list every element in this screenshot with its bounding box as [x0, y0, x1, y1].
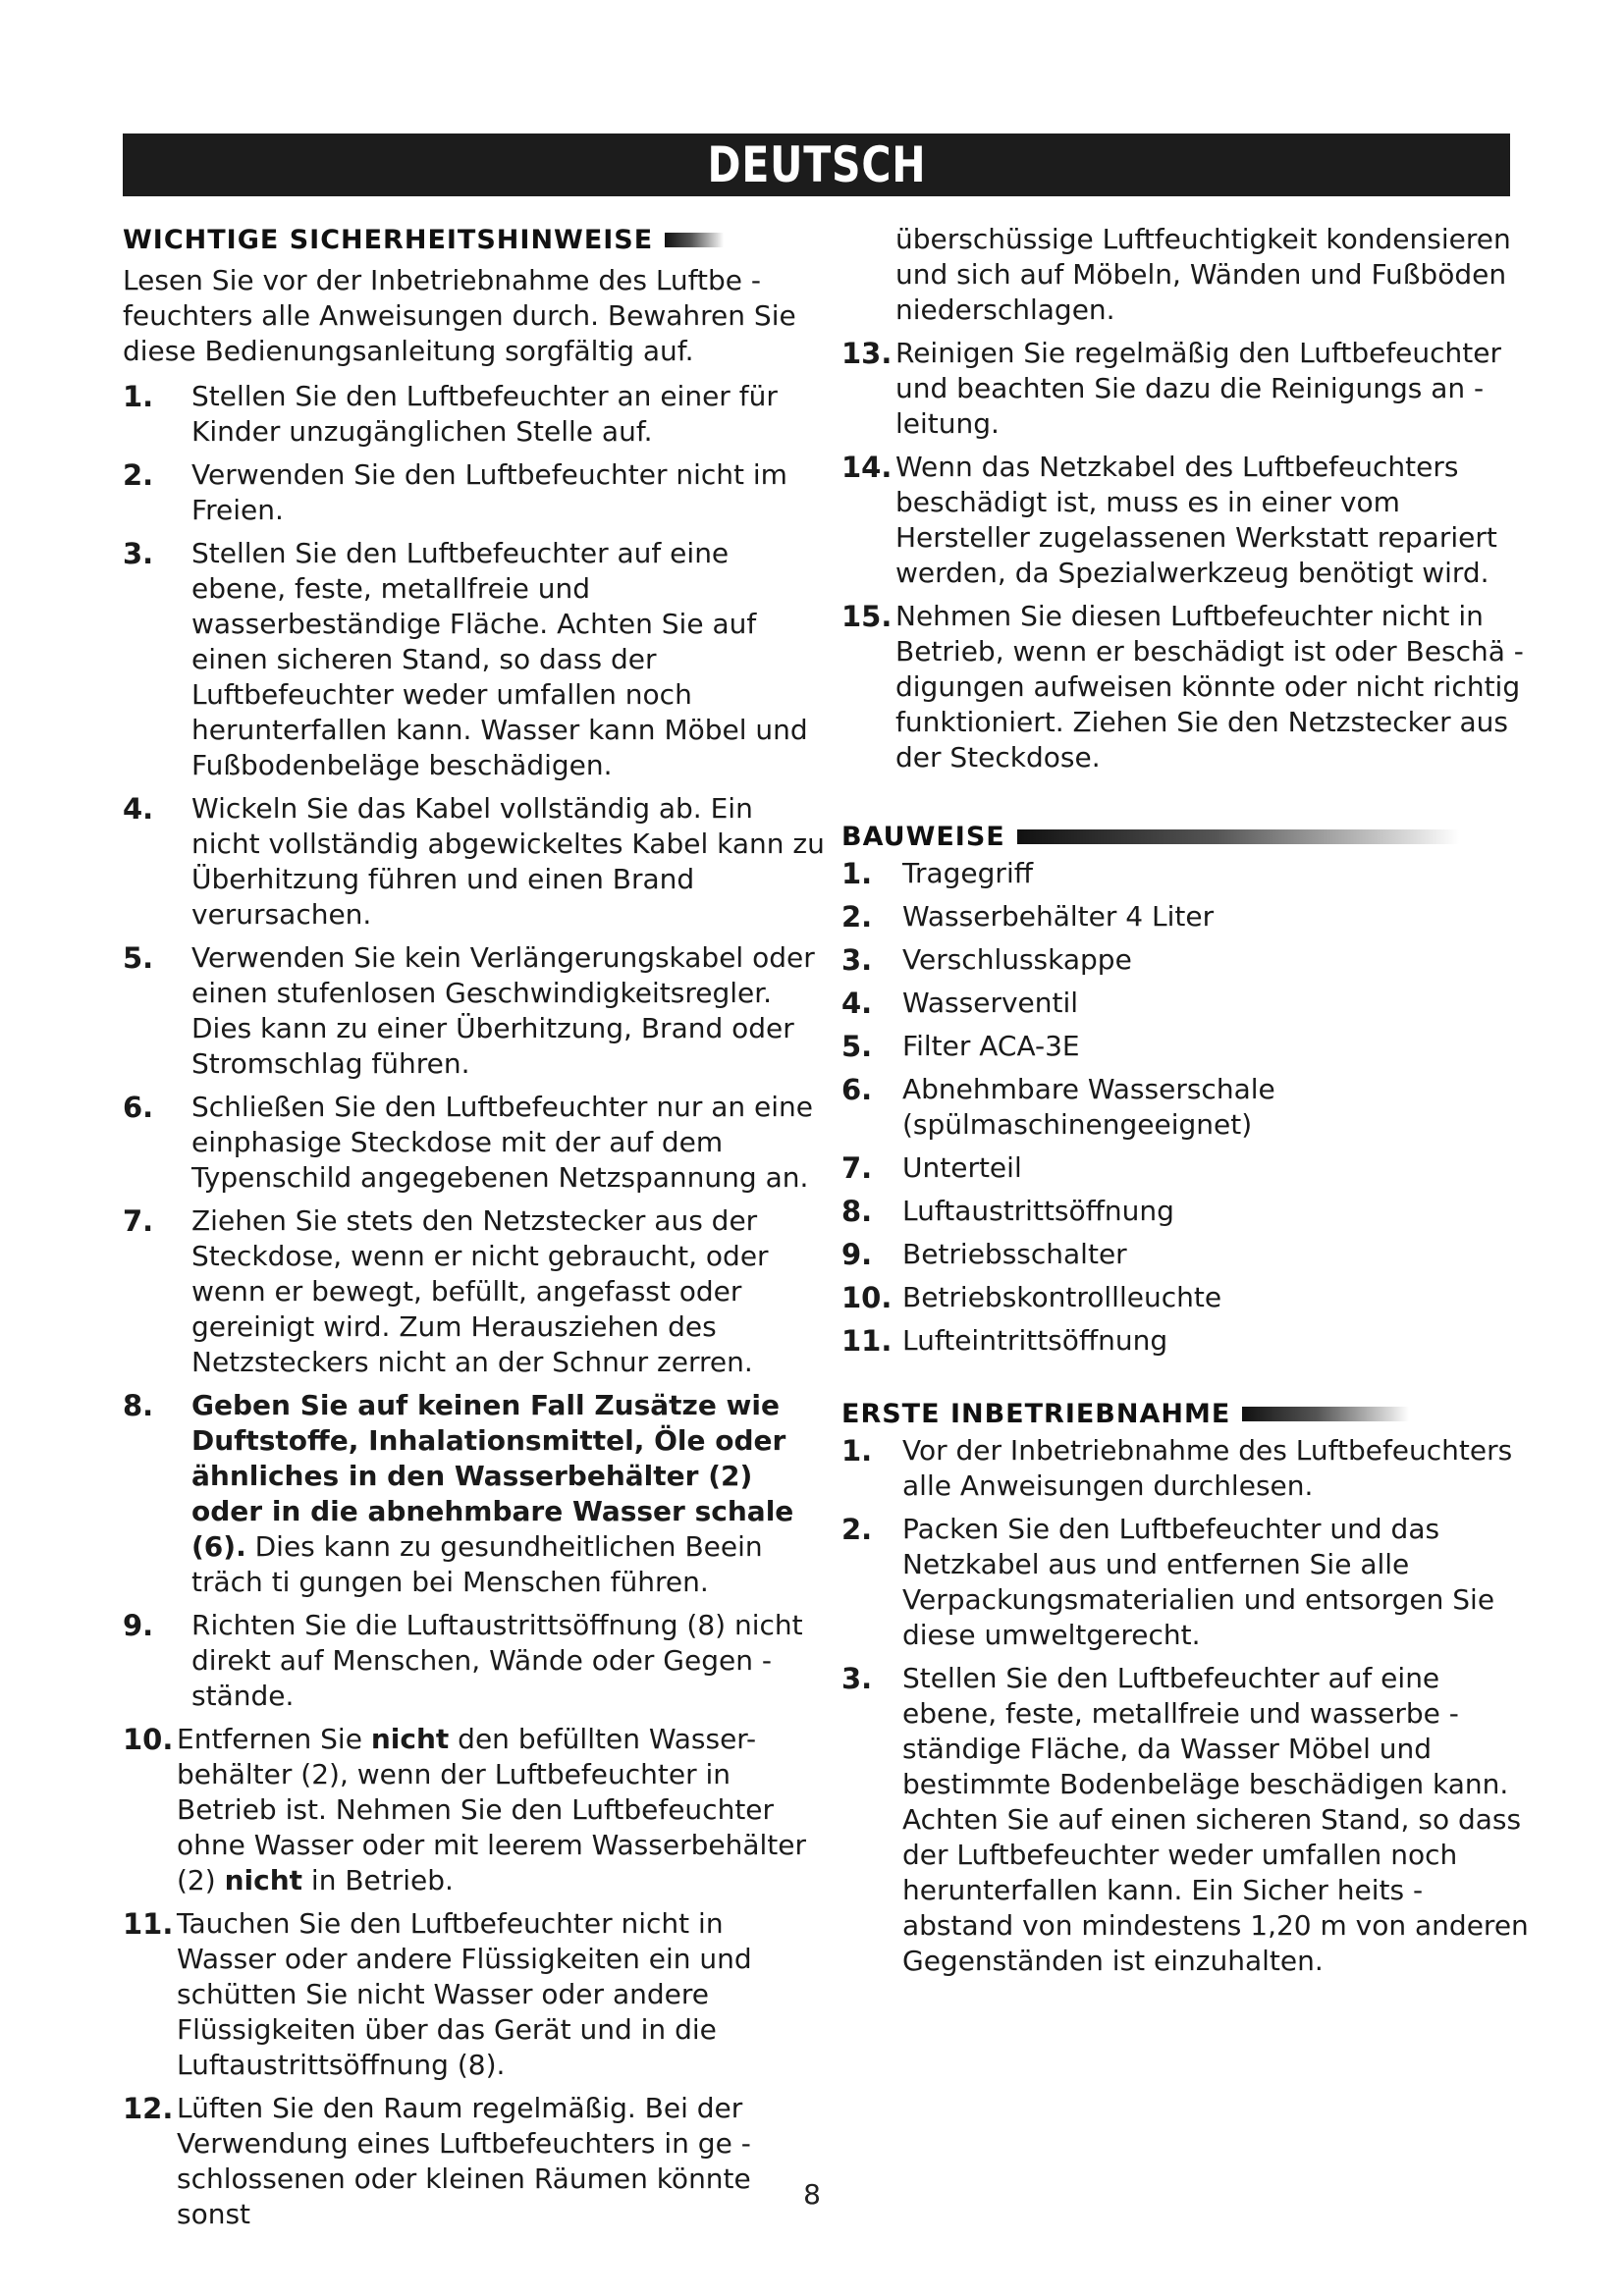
safety-intro: Lesen Sie vor der Inbetriebnahme des Luftbe - feuchters alle Anweisungen durch. Bewahren Sie diese Bedienungsanleitung sorgfältig auf.	[123, 264, 796, 367]
list-item: 6. Schließen Sie den Luftbefeuchter nur an eine einphasige Steckdose mit der auf dem Typenschild angegebenen Netzspannung an.	[123, 1091, 814, 1194]
list-item: 8. Luftaustrittsöffnung	[841, 1195, 1174, 1228]
list-item: 4. Wasserventil	[841, 987, 1079, 1020]
erste-heading-text: ERSTE INBETRIEBNAHME	[841, 1398, 1231, 1429]
list-item: 7. Ziehen Sie stets den Netzstecker aus der Steckdose, wenn er nicht gebraucht, oder wenn er bewegt, befüllt, angefasst oder gereinigt wird. Zum Herausziehen des Netzsteckers nicht an der Schnur zerren.	[123, 1204, 769, 1378]
list-item: 10. Betriebskontrollleuchte	[841, 1281, 1222, 1314]
banner-title: DEUTSCH	[707, 136, 926, 193]
list-item: 12. Lüften Sie den Raum regelmäßig. Bei der Verwendung eines Luftbefeuchters in ge - schlossenen oder kleinen Räumen könnte sonst	[123, 2092, 751, 2230]
list-item: 1. Vor der Inbetriebnahme des Luftbefeuchters alle Anweisungen durchlesen.	[841, 1434, 1513, 1502]
list-item: 2. Packen Sie den Luftbefeuchter und das Netzkabel aus und entfernen Sie alle Verpackungsmaterialien und entsorgen Sie diese umweltgerecht.	[841, 1513, 1495, 1651]
list-item: 1. Tragegriff	[841, 857, 1034, 890]
bauweise-heading	[841, 817, 1529, 856]
list-item: 11. Lufteintrittsöffnung	[841, 1324, 1168, 1358]
list-item: 4. Wickeln Sie das Kabel vollständig ab. Ein nicht vollständig abgewickeltes Kabel kann zu Überhitzung führen und einen Brand verursachen.	[123, 792, 825, 931]
safety-heading	[123, 220, 830, 259]
list-item: 9. Richten Sie die Luftaustrittsöffnung (8) nicht direkt auf Menschen, Wände oder Gegen - stände.	[123, 1609, 803, 1712]
bauweise-heading-text: BAUWEISE	[841, 821, 1005, 852]
list-item: 9. Betriebsschalter	[841, 1238, 1127, 1271]
safety-heading-text: WICHTIGE SICHERHEITSHINWEISE	[123, 224, 654, 255]
heading-decor-bar	[1017, 829, 1459, 844]
first-use-list	[841, 1433, 1529, 1979]
list-item-continuation: überschüssige Luftfeuchtigkeit kondensieren und sich auf Möbeln, Wänden und Fußböden niederschlagen.	[895, 223, 1511, 326]
parts-list	[841, 856, 1529, 1359]
list-item: 10. Entfernen Sie nicht den befüllten Wasser- behälter (2), wenn der Luftbefeuchter in Betrieb ist. Nehmen Sie den Luftbefeuchter ohne Wasser oder mit leerem Wasserbehälter (2) nicht in Betrieb.	[123, 1723, 806, 1896]
list-item: 3. Stellen Sie den Luftbefeuchter auf eine ebene, feste, metallfreie und wasserbe - ständige Fläche, da Wasser Möbel und bestimmte Bodenbeläge beschädigen kann. Achten Sie auf einen sicheren Stand, so dass der Luftbefeuchter weder umfallen noch herunterfallen kann. Ein Sicher heits - abstand von mindestens 1,20 m von anderen Gegenständen ist einzuhalten.	[841, 1662, 1529, 1977]
list-item: 3. Verschlusskappe	[841, 943, 1132, 977]
list-item: 3. Stellen Sie den Luftbefeuchter auf eine ebene, feste, metallfreie und wasserbeständige Fläche. Achten Sie auf einen sicheren Stand, so dass der Luftbefeuchter weder umfallen noch herunterfallen kann. Wasser kann Möbel und Fußbodenbeläge beschädigen.	[123, 537, 808, 781]
language-banner	[123, 133, 1510, 196]
erste-heading	[841, 1394, 1529, 1433]
heading-decor-bar	[1242, 1407, 1409, 1421]
list-item: 5. Filter ACA-3E	[841, 1030, 1080, 1063]
list-item: 6. Abnehmbare Wasserschale (spülmaschinengeeignet)	[841, 1073, 1275, 1141]
left-column	[123, 220, 830, 2240]
safety-list-continued	[841, 222, 1529, 775]
list-item: 5. Verwenden Sie kein Verlängerungskabel oder einen stufenlosen Geschwindigkeitsregler. Dies kann zu einer Überhitzung, Brand oder Stromschlag führen.	[123, 941, 815, 1080]
list-item: 14. Wenn das Netzkabel des Luftbefeuchters beschädigt ist, muss es in einer vom Hersteller zugelassenen Werkstatt repariert werden, da Spezialwerkzeug benötigt wird.	[841, 451, 1497, 589]
list-item: 7. Unterteil	[841, 1151, 1022, 1185]
warning-bold-text: Geben Sie auf keinen Fall Zusätze wie Duftstoffe, Inhalationsmittel, Öle oder ähnliches in den Wasserbehälter (2) oder in die abnehmbare Wasser schale (6).	[191, 1389, 794, 1563]
list-item: 13. Reinigen Sie regelmäßig den Luftbefeuchter und beachten Sie dazu die Reinigungs an - leitung.	[841, 337, 1502, 440]
heading-decor-bar	[665, 233, 724, 247]
list-item: 1. Stellen Sie den Luftbefeuchter an einer für Kinder unzugänglichen Stelle auf.	[123, 380, 778, 448]
list-item: 2. Wasserbehälter 4 Liter	[841, 900, 1215, 934]
list-item: 11. Tauchen Sie den Luftbefeuchter nicht in Wasser oder andere Flüssigkeiten ein und schütten Sie nicht Wasser oder andere Flüssigkeiten über das Gerät und in die Luftaustrittsöffnung (8).	[123, 1907, 752, 2081]
page-number: 8	[803, 2178, 821, 2211]
list-item: 15. Nehmen Sie diesen Luftbefeuchter nicht in Betrieb, wenn er beschädigt ist oder Beschä - digungen aufweisen könnte oder nicht richtig funktioniert. Ziehen Sie den Netzstecker aus der Steckdose.	[841, 600, 1524, 774]
safety-list	[123, 379, 830, 2232]
list-item: 2. Verwenden Sie den Luftbefeuchter nicht im Freien.	[123, 458, 787, 526]
right-column	[841, 222, 1529, 1987]
list-item: 8. Geben Sie auf keinen Fall Zusätze wie Duftstoffe, Inhalationsmittel, Öle oder ähnliches in den Wasserbehälter (2) oder in die abnehmbare Wasser schale (6). Dies kann zu gesundheitlichen Beein träch ti gungen bei Menschen führen.	[123, 1389, 794, 1598]
